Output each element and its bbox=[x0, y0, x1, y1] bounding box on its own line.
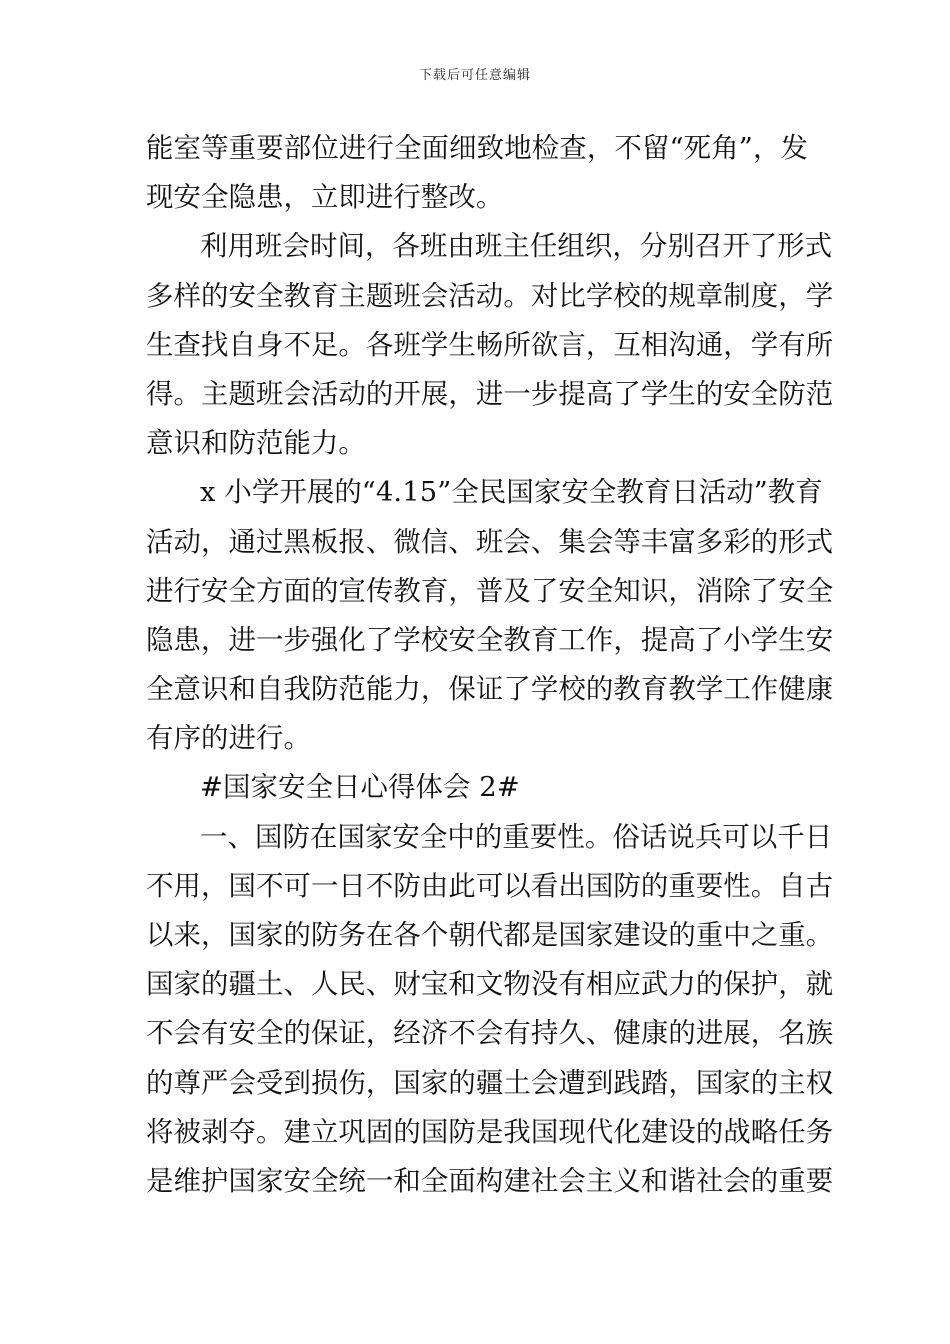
text-line: 一、国防在国家安全中的重要性。俗话说兵可以千日 bbox=[200, 821, 833, 853]
text-line: 进行安全方面的宣传教育，普及了安全知识，消除了安全 bbox=[146, 575, 834, 607]
text-line: 全意识和自我防范能力，保证了学校的教育教学工作健康 bbox=[146, 674, 834, 706]
text-line: 得。主题班会活动的开展，进一步提高了学生的安全防范 bbox=[146, 378, 834, 410]
text-line: 多样的安全教育主题班会活动。对比学校的规章制度，学 bbox=[146, 280, 834, 312]
text-line: 能室等重要部位进行全面细致地检查，不留“死角”，发 bbox=[146, 133, 808, 164]
text-line: 意识和防范能力。 bbox=[146, 428, 366, 460]
text-line: 不会有安全的保证，经济不会有持久、健康的进展，名族 bbox=[146, 1018, 834, 1050]
text-line: 生查找自身不足。各班学生畅所欲言，互相沟通，学有所 bbox=[146, 329, 834, 361]
text-line: 不用，国不可一日不防由此可以看出国防的重要性。自古 bbox=[146, 870, 834, 902]
text-line: 隐患，进一步强化了学校安全教育工作，提高了小学生安 bbox=[146, 624, 834, 656]
text-line: x 小学开展的“4.15”全民国家安全教育日活动”教育 bbox=[200, 477, 823, 509]
body-text bbox=[146, 124, 834, 1206]
text-line: 以来，国家的防务在各个朝代都是国家建设的重中之重。 bbox=[146, 920, 834, 951]
text-line: 的尊严会受到损伤，国家的疆土会遭到践踏，国家的主权 bbox=[146, 1067, 834, 1099]
text-line: 国家的疆土、人民、财宝和文物没有相应武力的保护，就 bbox=[146, 969, 834, 1001]
text-line: 活动，通过黑板报、微信、班会、集会等丰富多彩的形式 bbox=[146, 526, 834, 558]
text-line: 利用班会时间，各班由班主任组织，分别召开了形式 bbox=[200, 231, 833, 263]
section-heading: #国家安全日心得体会 2# bbox=[200, 772, 520, 804]
page-header: 下载后可任意编辑 bbox=[418, 68, 531, 83]
text-line: 将被剥夺。建立巩固的国防是我国现代化建设的战略任务 bbox=[146, 1116, 834, 1148]
text-line: 有序的进行。 bbox=[146, 723, 311, 755]
text-line: 是维护国家安全统一和全面构建社会主义和谐社会的重要 bbox=[146, 1165, 834, 1197]
text-line: 现安全隐患，立即进行整改。 bbox=[146, 182, 504, 214]
